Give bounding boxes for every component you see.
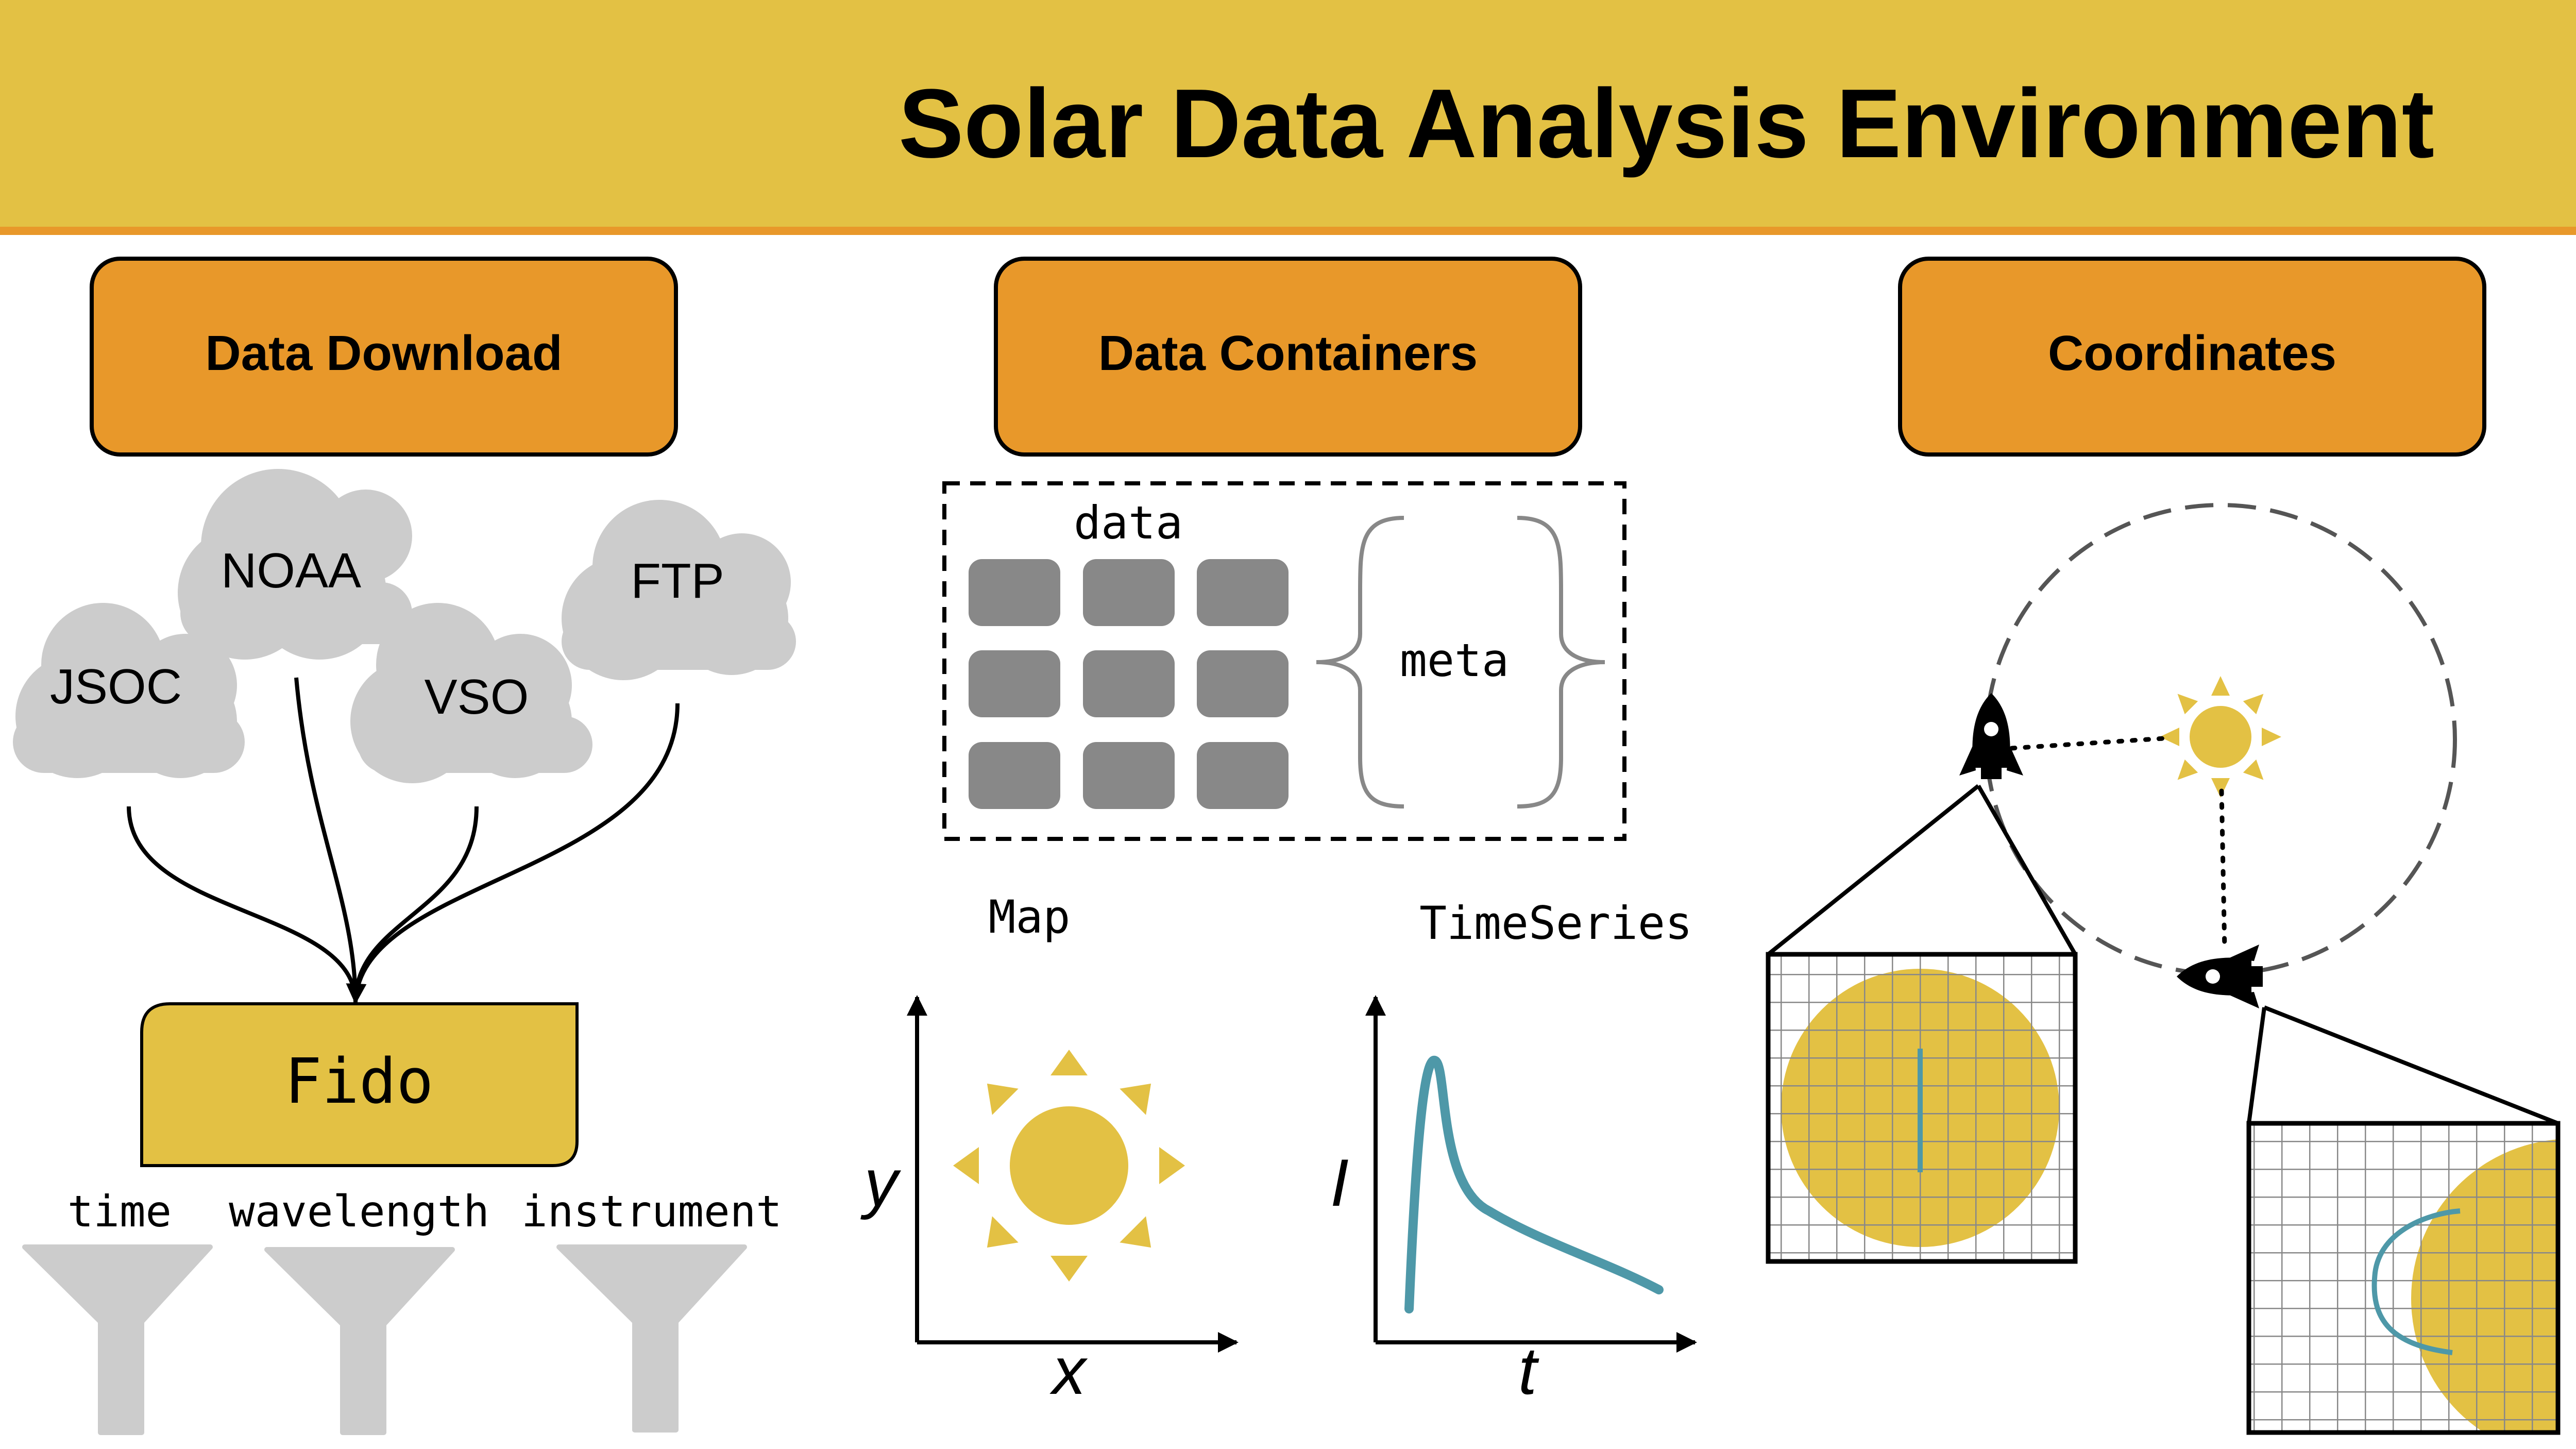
cloud-ftp xyxy=(562,500,796,680)
section-coordinates xyxy=(1900,259,2484,454)
data-cell xyxy=(1197,650,1289,717)
timeseries-title: TimeSeries xyxy=(1419,897,1692,950)
data-cell xyxy=(1083,742,1175,809)
data-cell xyxy=(1197,559,1289,626)
data-cell xyxy=(969,559,1060,626)
data-cell xyxy=(1083,650,1175,717)
section-data-containers xyxy=(996,259,1580,454)
sun-icon xyxy=(953,1050,1185,1282)
data-grid xyxy=(969,559,1289,809)
data-cell xyxy=(969,650,1060,717)
cloud-label-vso: VSO xyxy=(424,669,529,724)
cloud-label-noaa: NOAA xyxy=(221,543,362,598)
funnel-icon xyxy=(25,1247,210,1433)
fov-lines-2 xyxy=(2249,1007,2558,1123)
map-title: Map xyxy=(988,890,1071,943)
filter-label-wavelength: wavelength xyxy=(229,1186,489,1237)
rocket-icon xyxy=(2177,945,2263,1008)
cloud-label-ftp: FTP xyxy=(631,553,724,609)
fido-label: Fido xyxy=(284,1046,434,1118)
rocket-icon xyxy=(1959,693,2023,779)
image-frame-1 xyxy=(1768,954,2075,1261)
header-rule xyxy=(0,227,2576,235)
fov-lines-1 xyxy=(1768,786,2075,954)
fido-box xyxy=(142,1004,577,1166)
meta-label: meta xyxy=(1400,634,1509,687)
data-cell xyxy=(969,742,1060,809)
timeseries-y-label: I xyxy=(1330,1145,1349,1220)
filter-label-time: time xyxy=(67,1186,172,1237)
image-frame-2 xyxy=(2249,1123,2576,1449)
funnel-icon xyxy=(267,1250,452,1433)
data-cell xyxy=(1083,559,1175,626)
filter-label-instrument: instrument xyxy=(521,1186,782,1237)
section-data-download xyxy=(92,259,676,454)
lightcurve-line xyxy=(1409,1060,1659,1309)
section-label-containers: Data Containers xyxy=(1098,326,1478,381)
section-label-coordinates: Coordinates xyxy=(2047,326,2337,381)
section-label-download: Data Download xyxy=(205,326,563,381)
map-x-label: x xyxy=(1052,1333,1086,1408)
cloud-label-jsoc: JSOC xyxy=(49,659,182,714)
sun-icon xyxy=(2160,676,2281,798)
data-cell xyxy=(1197,742,1289,809)
data-label: data xyxy=(1074,496,1183,549)
cloud-noaa xyxy=(178,469,412,660)
timeseries-axes xyxy=(1376,997,1695,1342)
page-title: Solar Data Analysis Environment xyxy=(898,69,2434,178)
timeseries-x-label: t xyxy=(1518,1333,1537,1408)
funnel-icon xyxy=(559,1247,744,1430)
map-y-label: y xyxy=(864,1145,898,1220)
